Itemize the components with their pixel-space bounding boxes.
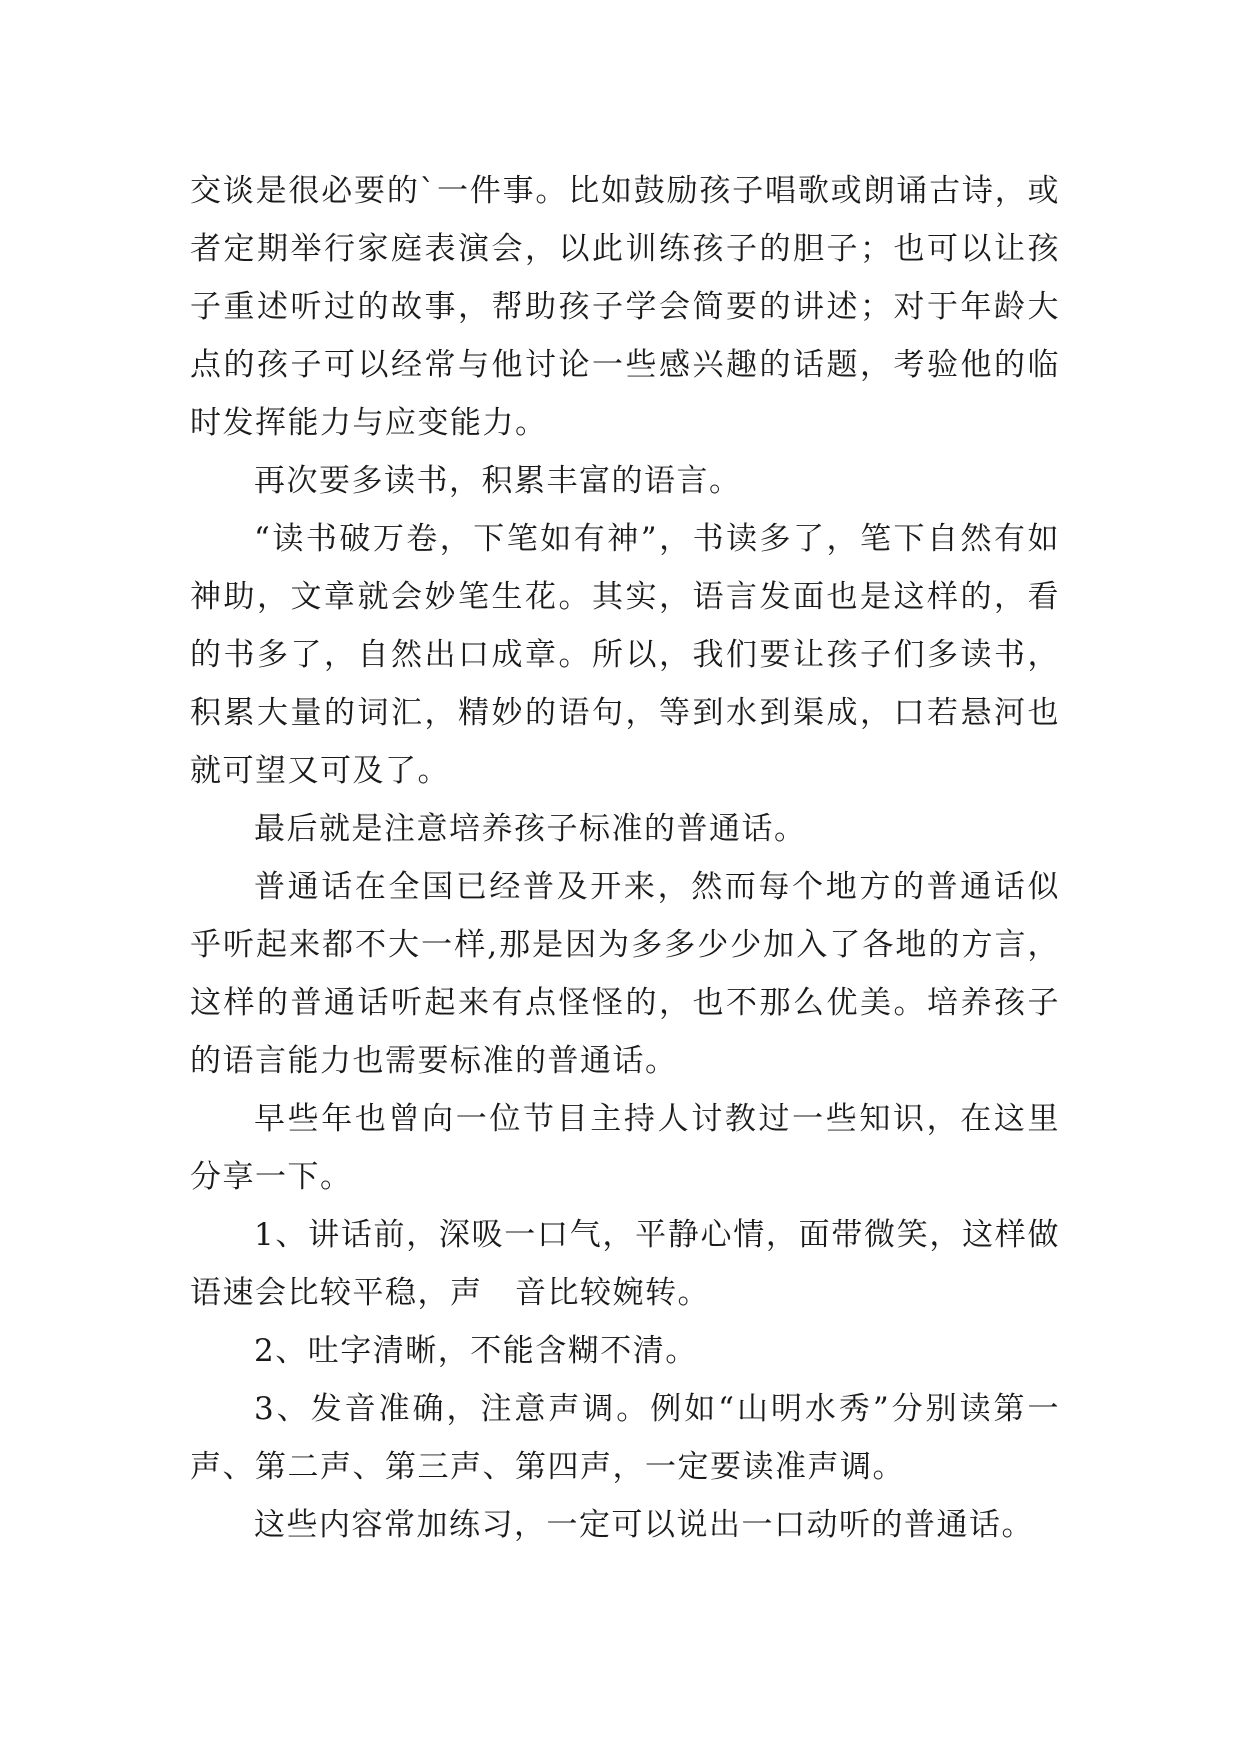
paragraph-4: 最后就是注意培养孩子标准的普通话。 bbox=[254, 811, 807, 847]
paragraph-closing: 这些内容常加练习，一定可以说出一口动听的普通话。 bbox=[254, 1507, 1034, 1543]
paragraph-1: 交谈是很必要的`一件事。比如鼓励孩子唱歌或朗诵古诗，或者定期举行家庭表演会，以此训练孩子的胆子；也可以让孩子重述听过的故事，帮助孩子学会简要的讲述；对于年龄大点的孩子可以经常与他讨论一些感兴趣的话题，考验他的临时发挥能力与应变能力。 bbox=[190, 173, 1060, 441]
list-item-2: 2、吐字清晰，不能含糊不清。 bbox=[254, 1333, 698, 1369]
list-item-3: 3、发音准确，注意声调。例如“山明水秀”分别读第一声、第二声、第三声、第四声，一定要读准声调。 bbox=[190, 1391, 1060, 1485]
paragraph-5: 普通话在全国已经普及开来，然而每个地方的普通话似乎听起来都不大一样,那是因为多多少少加入了各地的方言，这样的普通话听起来有点怪怪的，也不那么优美。培养孩子的语言能力也需要标准的普通话。 bbox=[190, 869, 1060, 1079]
document-body bbox=[190, 162, 1060, 1554]
paragraph-2: 再次要多读书，积累丰富的语言。 bbox=[254, 463, 742, 499]
paragraph-6: 早些年也曾向一位节目主持人讨教过一些知识，在这里分享一下。 bbox=[190, 1101, 1060, 1195]
list-item-1: 1、讲话前，深吸一口气，平静心情，面带微笑，这样做语速会比较平稳，声 音比较婉转。 bbox=[190, 1217, 1060, 1311]
paragraph-3: “读书破万卷，下笔如有神”，书读多了，笔下自然有如神助，文章就会妙笔生花。其实，语言发面也是这样的，看的书多了，自然出口成章。所以，我们要让孩子们多读书，积累大量的词汇，精妙的语句，等到水到渠成，口若悬河也就可望又可及了。 bbox=[190, 521, 1060, 789]
